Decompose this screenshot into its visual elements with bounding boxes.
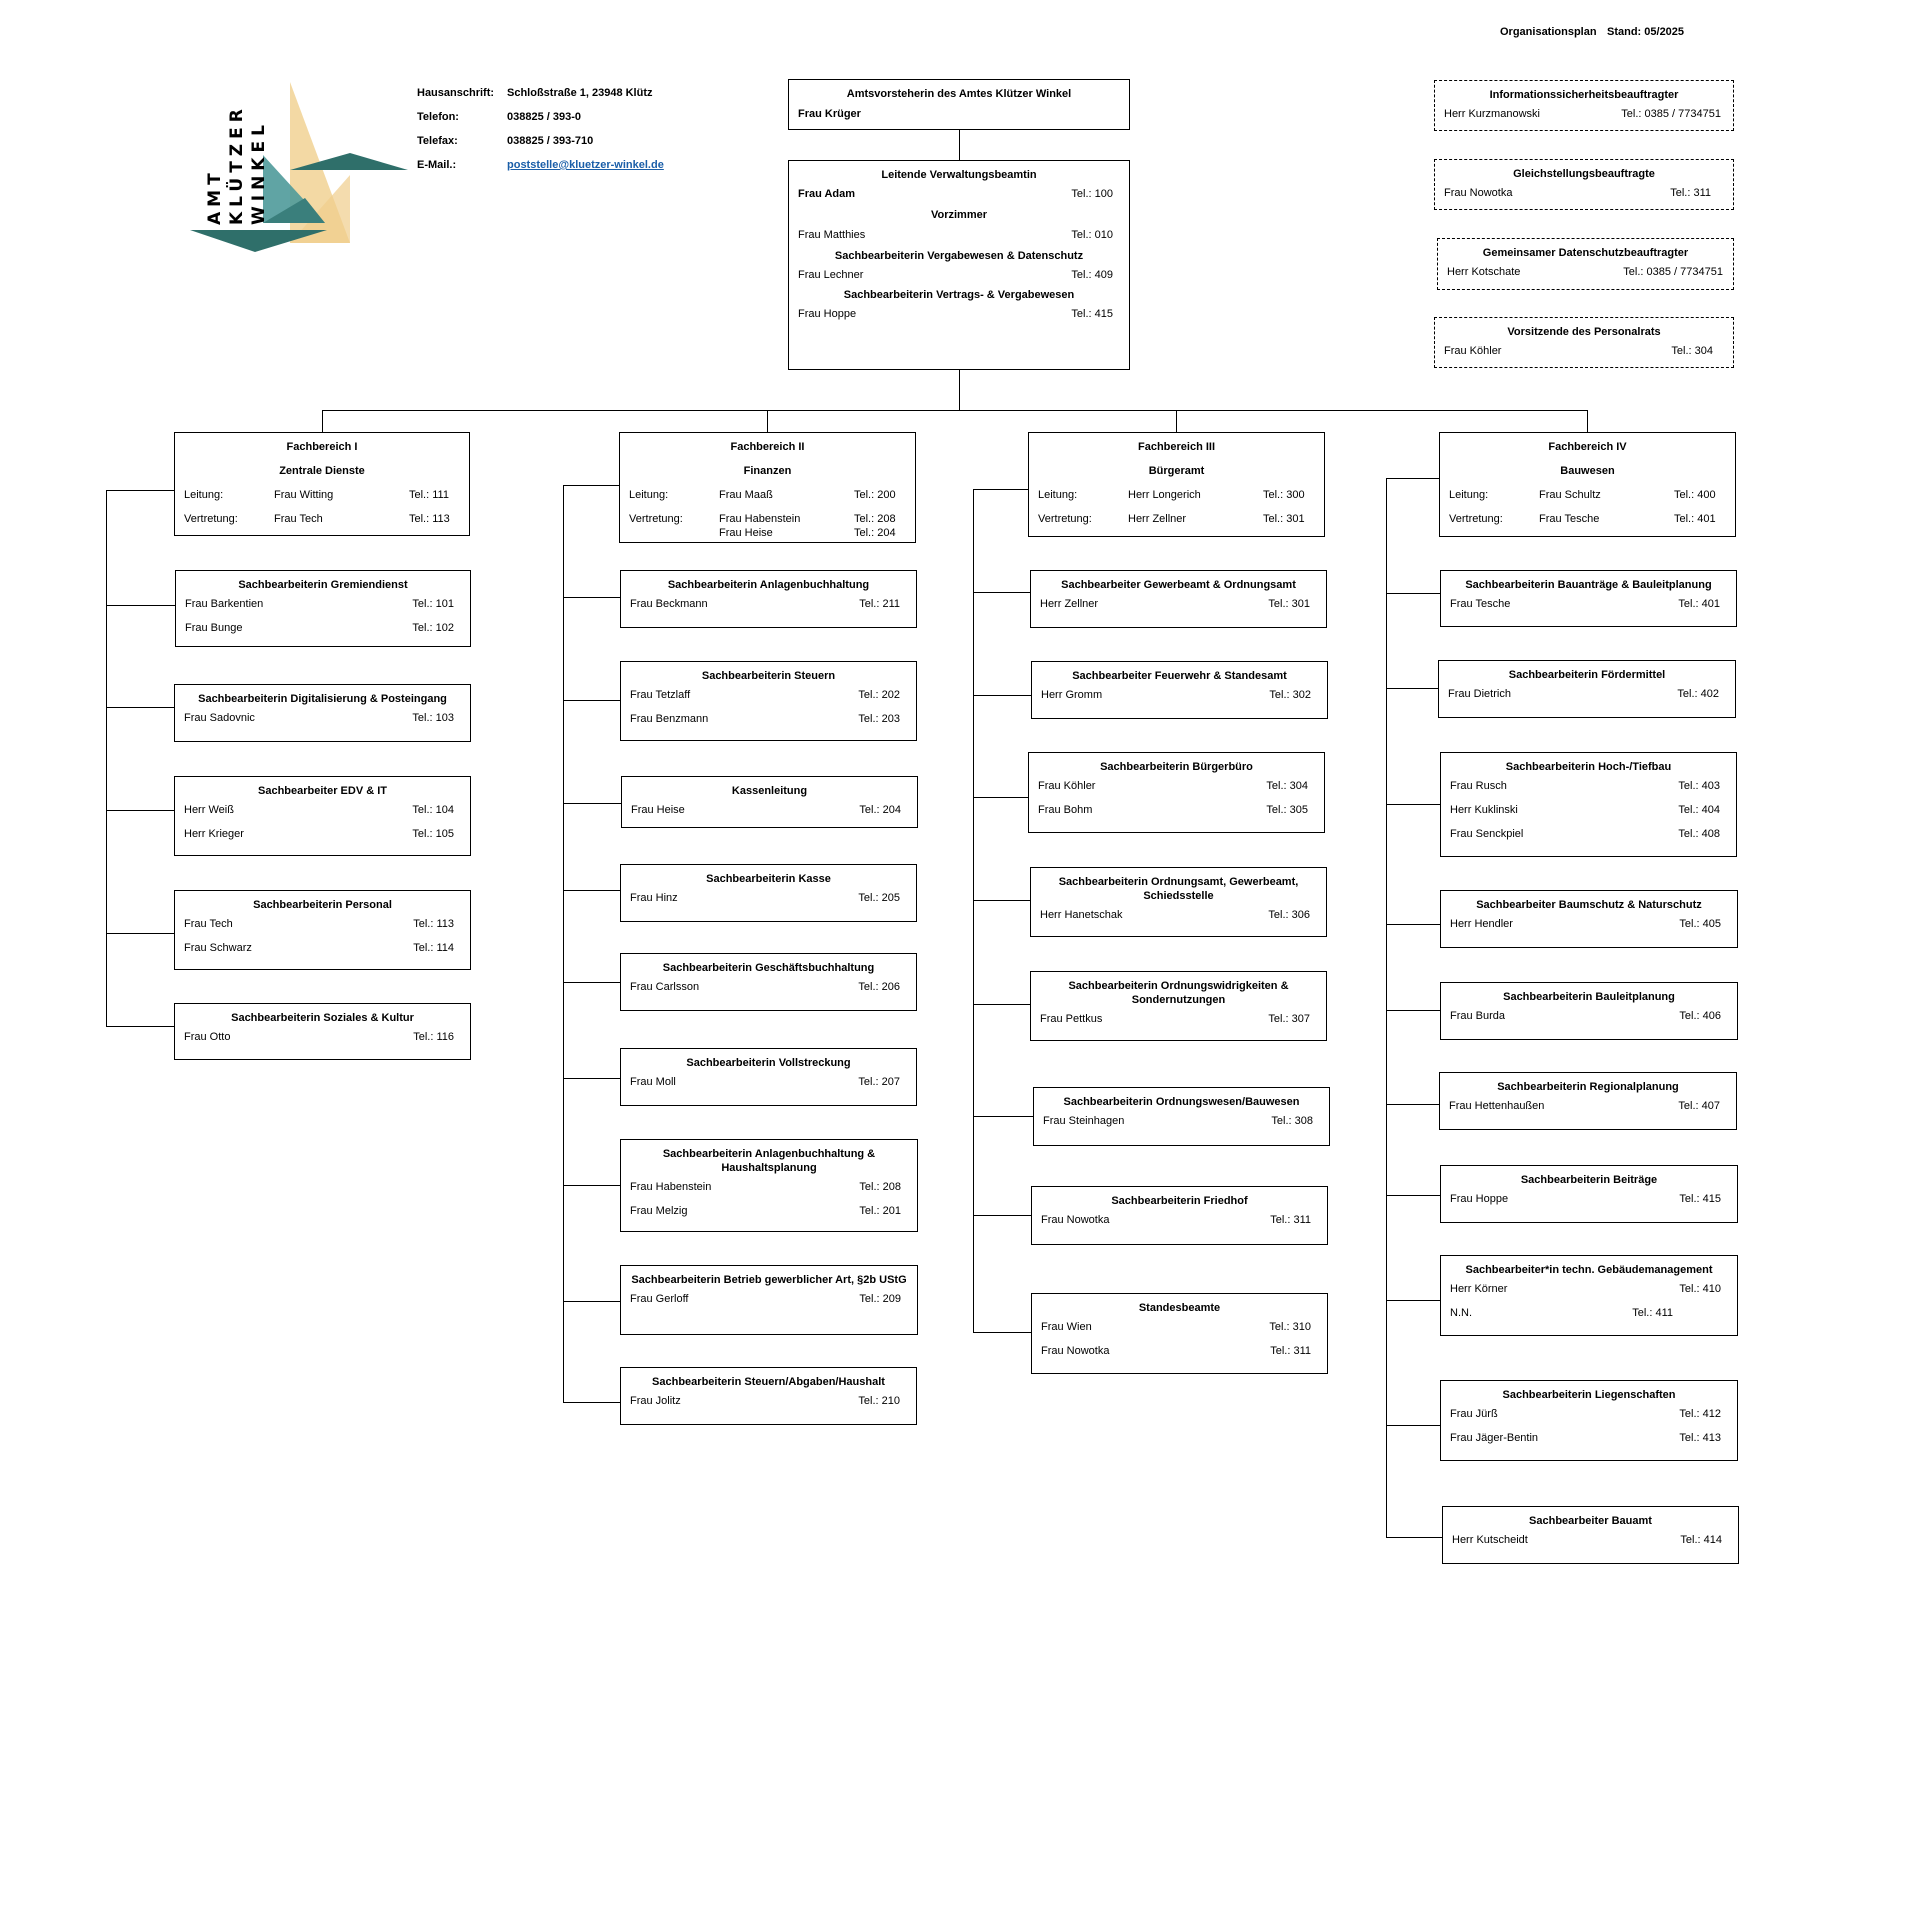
unit-title: Sachbearbeiterin Vollstreckung: [686, 1057, 851, 1069]
phone-number: Tel.: 113: [409, 513, 450, 525]
staff-unit-box: [1434, 317, 1734, 368]
phone-number: Tel.: 207: [858, 1076, 900, 1088]
leitung-label: Leitung:: [1449, 489, 1489, 501]
phone-number: Tel.: 415: [1679, 1193, 1721, 1205]
connector-line: [1587, 410, 1588, 432]
phone-number: Tel.: 102: [412, 622, 454, 634]
unit-box: [1031, 661, 1328, 719]
connector-line: [563, 597, 620, 598]
phone-number: Tel.: 104: [412, 804, 454, 816]
person-name: Frau Nowotka: [1444, 187, 1513, 199]
unit-box: [620, 1367, 917, 1425]
phone-number: Tel.: 412: [1679, 1408, 1721, 1420]
connector-line: [973, 489, 1028, 490]
unit-box: [1030, 971, 1327, 1041]
fachbereich-subtitle: Bürgeramt: [1148, 465, 1205, 477]
unit-title: Sachbearbeiter Bauamt: [1529, 1515, 1652, 1527]
person-name: Frau Lechner: [798, 269, 864, 281]
person-name: Frau Beckmann: [630, 598, 708, 610]
person-name: Frau Schwarz: [184, 942, 252, 954]
connector-line: [322, 410, 323, 432]
fachbereich-subtitle: Zentrale Dienste: [279, 465, 365, 477]
fax-label: Telefax:: [417, 135, 458, 147]
unit-box: [1031, 1293, 1328, 1374]
connector-line: [563, 1301, 620, 1302]
person-name: Frau Schultz: [1539, 489, 1601, 501]
phone-number: Tel.: 200: [854, 489, 896, 501]
unit-title: Sachbearbeiterin Kasse: [706, 873, 831, 885]
unit-box: [174, 776, 471, 856]
unit-box: [620, 953, 917, 1011]
unit-box: [1442, 1506, 1739, 1564]
person-name: Frau Hettenhaußen: [1449, 1100, 1545, 1112]
phone-number: Tel.: 403: [1678, 780, 1720, 792]
person-name: Frau Tech: [184, 918, 233, 930]
phone-number: Tel.: 404: [1678, 804, 1720, 816]
connector-line: [563, 485, 619, 486]
connector-line: [106, 490, 107, 1026]
connector-line: [1386, 478, 1387, 1537]
unit-title: Sachbearbeiterin Ordnungsamt, Gewerbeamt, Schiedsstelle: [1058, 876, 1299, 902]
amtsvorsteherin-box: [788, 79, 1130, 130]
person-name: Herr Gromm: [1041, 689, 1103, 701]
connector-line: [973, 900, 1030, 901]
person-name: Frau Carlsson: [630, 981, 700, 993]
unit-box: [1440, 1165, 1738, 1223]
unit-title: Sachbearbeiterin Liegenschaften: [1502, 1389, 1676, 1401]
unit-box: [1440, 570, 1737, 627]
phone-number: Tel.: 204: [859, 804, 901, 816]
unit-box: [1438, 660, 1736, 718]
connector-line: [1386, 593, 1440, 594]
person-name: Frau Steinhagen: [1043, 1115, 1125, 1127]
person-name: Frau Melzig: [630, 1205, 688, 1217]
fachbereich-title: Fachbereich II: [730, 441, 805, 453]
phone-number: Tel.: 410: [1679, 1283, 1721, 1295]
phone-number: Tel.: 103: [412, 712, 454, 724]
fachbereich-subtitle: Finanzen: [743, 465, 792, 477]
person-name: Frau Nowotka: [1041, 1214, 1110, 1226]
unit-box: [1028, 752, 1325, 833]
person-name: Herr Zellner: [1040, 598, 1099, 610]
unit-title: Sachbearbeiter*in techn. Gebäudemanagement: [1465, 1264, 1713, 1276]
person-name: Frau Jolitz: [630, 1395, 681, 1407]
logo-word-kluetzer: KLÜTZER: [227, 104, 247, 225]
fachbereich-title: Fachbereich I: [286, 441, 358, 453]
phone-number: Tel.: 105: [412, 828, 454, 840]
phone-label: Telefon:: [417, 111, 459, 123]
fachbereich-header: [619, 432, 916, 543]
unit-title: Sachbearbeiterin Friedhof: [1111, 1195, 1248, 1207]
phone-number: Tel.: 116: [413, 1031, 454, 1043]
amt-logo: [190, 80, 420, 255]
person-name: Frau Sadovnic: [184, 712, 255, 724]
unit-box: [1030, 867, 1327, 937]
connector-line: [1386, 478, 1439, 479]
unit-title: Sachbearbeiterin Ordnungswidrigkeiten & Sondernutzungen: [1068, 980, 1289, 1006]
connector-line: [973, 695, 1031, 696]
connector-line: [973, 1332, 1031, 1333]
person-name: Frau Witting: [274, 489, 334, 501]
person-name: Frau Dietrich: [1448, 688, 1511, 700]
staff-unit-title: Informationssicherheitsbeauftragter: [1489, 89, 1679, 101]
connector-line: [1386, 924, 1440, 925]
connector-line: [322, 410, 1587, 411]
phone-number: Tel.: 304: [1266, 780, 1308, 792]
connector-line: [1386, 1300, 1440, 1301]
connector-line: [563, 890, 620, 891]
unit-title: Sachbearbeiterin Hoch-/Tiefbau: [1505, 761, 1672, 773]
person-name: Frau Matthies: [798, 229, 866, 241]
unit-box: [1440, 890, 1738, 948]
connector-line: [563, 982, 620, 983]
unit-title: Sachbearbeiterin Geschäftsbuchhaltung: [662, 962, 875, 974]
verwaltungsleitung-box: [788, 160, 1130, 370]
unit-title: Sachbearbeiter Baumschutz & Naturschutz: [1476, 899, 1702, 911]
connector-line: [973, 489, 974, 1332]
person-name: Frau Jäger-Bentin: [1450, 1432, 1539, 1444]
connector-line: [563, 1402, 620, 1403]
unit-box: [620, 1139, 918, 1232]
person-name: Frau Adam: [798, 188, 856, 200]
person-name: Frau Heise: [719, 527, 773, 539]
unit-box: [1031, 1186, 1328, 1245]
unit-title: Sachbearbeiterin Steuern: [701, 670, 836, 682]
connector-line: [106, 605, 175, 606]
unit-title: Sachbearbeiterin Bauanträge & Bauleitplanung: [1465, 579, 1712, 591]
section-title: Vorzimmer: [930, 209, 988, 221]
connector-line: [563, 1185, 620, 1186]
unit-title: Standesbeamte: [1138, 1302, 1221, 1314]
leitung-label: Leitung:: [1038, 489, 1078, 501]
phone-number: Tel.: 206: [858, 981, 900, 993]
person-name: Frau Senckpiel: [1450, 828, 1524, 840]
staff-unit-title: Vorsitzende des Personalrats: [1507, 326, 1661, 338]
phone-number: Tel.: 311: [1670, 187, 1711, 199]
person-name: Frau Heise: [631, 804, 685, 816]
connector-line: [563, 485, 564, 1402]
fachbereich-header: [1028, 432, 1325, 537]
phone-number: Tel.: 409: [1071, 269, 1113, 281]
person-name: Herr Weiß: [184, 804, 234, 816]
unit-title: Sachbearbeiterin Fördermittel: [1508, 669, 1666, 681]
phone-number: Tel.: 408: [1678, 828, 1720, 840]
person-name: Frau Tetzlaff: [630, 689, 691, 701]
connector-line: [973, 1215, 1031, 1216]
phone-number: Tel.: 311: [1270, 1345, 1311, 1357]
vertretung-label: Vertretung:: [184, 513, 238, 525]
vertretung-label: Vertretung:: [1038, 513, 1092, 525]
unit-box: [620, 570, 917, 628]
connector-line: [1386, 1537, 1442, 1538]
leitung-label: Leitung:: [629, 489, 669, 501]
connector-line: [973, 592, 1030, 593]
unit-box: [174, 684, 471, 742]
person-name: Frau Köhler: [1038, 780, 1096, 792]
phone-number: Tel.: 401: [1678, 598, 1720, 610]
person-name: Herr Kotschate: [1447, 266, 1521, 278]
person-name: Herr Hendler: [1450, 918, 1513, 930]
connector-line: [106, 1026, 174, 1027]
phone-number: Tel.: 208: [854, 513, 896, 525]
phone-number: Tel.: 302: [1269, 689, 1311, 701]
phone-number: Tel.: 210: [858, 1395, 900, 1407]
person-name: Frau Hoppe: [798, 308, 857, 320]
person-name: Herr Zellner: [1128, 513, 1187, 525]
person-name: Herr Kurzmanowski: [1444, 108, 1540, 120]
phone-number: Tel.: 010: [1071, 229, 1113, 241]
phone-number: Tel.: 402: [1677, 688, 1719, 700]
phone-number: Tel.: 211: [859, 598, 900, 610]
phone-number: Tel.: 202: [858, 689, 900, 701]
person-name: Frau Rusch: [1450, 780, 1507, 792]
person-name: Frau Tesche: [1450, 598, 1511, 610]
person-name: N.N.: [1450, 1307, 1472, 1319]
person-name: Frau Bunge: [185, 622, 243, 634]
phone-number: Tel.: 400: [1674, 489, 1716, 501]
person-name: Herr Kutscheidt: [1452, 1534, 1528, 1546]
unit-title: Sachbearbeiterin Anlagenbuchhaltung & Haushaltsplanung: [662, 1148, 876, 1174]
person-name: Frau Burda: [1450, 1010, 1506, 1022]
person-name: Herr Longerich: [1128, 489, 1201, 501]
unit-title: Sachbearbeiterin Anlagenbuchhaltung: [667, 579, 870, 591]
phone-number: Tel.: 209: [859, 1293, 901, 1305]
phone-number: Tel.: 307: [1268, 1013, 1310, 1025]
connector-line: [973, 797, 1028, 798]
unit-title: Sachbearbeiterin Bürgerbüro: [1100, 761, 1253, 773]
person-name: Herr Kuklinski: [1450, 804, 1518, 816]
unit-title: Sachbearbeiterin Bauleitplanung: [1503, 991, 1675, 1003]
logo-word-amt: AMT: [205, 168, 225, 225]
person-name: Herr Krieger: [184, 828, 244, 840]
unit-box: [1440, 1255, 1738, 1336]
person-name: Frau Moll: [630, 1076, 676, 1088]
person-name: Frau Otto: [184, 1031, 231, 1043]
connector-line: [1386, 1010, 1440, 1011]
unit-box: [621, 776, 918, 828]
phone-number: Tel.: 0385 / 7734751: [1623, 266, 1723, 278]
chart-stand-date: Stand: 05/2025: [1607, 26, 1685, 38]
phone-number: Tel.: 413: [1679, 1432, 1721, 1444]
phone-number: Tel.: 100: [1071, 188, 1113, 200]
person-name: Frau Hinz: [630, 892, 678, 904]
person-name: Frau Jürß: [1450, 1408, 1498, 1420]
phone-number: Tel.: 308: [1271, 1115, 1313, 1127]
unit-title: Sachbearbeiterin Personal: [253, 899, 392, 911]
vertretung-label: Vertretung:: [1449, 513, 1503, 525]
phone-number: Tel.: 301: [1268, 598, 1310, 610]
staff-unit-title: Gemeinsamer Datenschutzbeauftragter: [1482, 247, 1689, 259]
person-name: Frau Tech: [274, 513, 323, 525]
email-label: E-Mail.:: [417, 159, 457, 171]
person-name: Frau Barkentien: [185, 598, 264, 610]
person-name: Frau Tesche: [1539, 513, 1600, 525]
unit-box: [1440, 982, 1738, 1040]
unit-title: Sachbearbeiterin Soziales & Kultur: [231, 1012, 414, 1024]
phone-number: Tel.: 311: [1270, 1214, 1311, 1226]
unit-box: [620, 1048, 917, 1106]
phone-number: Tel.: 205: [858, 892, 900, 904]
phone-number: Tel.: 304: [1671, 345, 1713, 357]
phone-number: Tel.: 405: [1679, 918, 1721, 930]
unit-title: Sachbearbeiterin Steuern/Abgaben/Haushalt: [652, 1376, 885, 1388]
unit-title: Sachbearbeiterin Gremiendienst: [238, 579, 408, 591]
person-name: Frau Habenstein: [719, 513, 801, 525]
phone-number: Tel.: 101: [412, 598, 454, 610]
connector-line: [959, 370, 960, 410]
connector-line: [1386, 688, 1438, 689]
phone-number: Tel.: 111: [409, 489, 449, 501]
address-value: Schloßstraße 1, 23948 Klütz: [507, 87, 653, 99]
unit-box: [620, 661, 917, 741]
person-name: Herr Hanetschak: [1040, 909, 1123, 921]
section-title: Sachbearbeiterin Vergabewesen & Datenschutz: [834, 250, 1084, 262]
connector-line: [106, 810, 174, 811]
fachbereich-header: [174, 432, 470, 536]
unit-title: Sachbearbeiterin Betrieb gewerblicher Art, §2b UStG: [631, 1274, 907, 1286]
fachbereich-header: [1439, 432, 1736, 537]
unit-box: [1033, 1087, 1330, 1146]
person-name: Frau Gerloff: [630, 1293, 689, 1305]
connector-line: [563, 1078, 620, 1079]
unit-box: [175, 570, 471, 647]
phone-number: Tel.: 300: [1263, 489, 1305, 501]
leitung-label: Leitung:: [184, 489, 224, 501]
person-name: Frau Habenstein: [630, 1181, 712, 1193]
vertretung-label: Vertretung:: [629, 513, 683, 525]
connector-line: [106, 490, 174, 491]
person-name: Frau Pettkus: [1040, 1013, 1103, 1025]
connector-line: [106, 933, 174, 934]
amtsvorsteherin-title: Amtsvorsteherin des Amtes Klützer Winkel: [846, 88, 1072, 100]
staff-unit-box: [1434, 159, 1734, 210]
phone-number: Tel.: 301: [1263, 513, 1305, 525]
unit-title: Sachbearbeiterin Ordnungswesen/Bauwesen: [1063, 1096, 1300, 1108]
staff-unit-box: [1437, 238, 1734, 290]
fachbereich-title: Fachbereich IV: [1548, 441, 1627, 453]
unit-box: [1439, 1072, 1737, 1130]
phone-number: Tel.: 306: [1268, 909, 1310, 921]
phone-number: Tel.: 414: [1680, 1534, 1722, 1546]
person-name: Frau Hoppe: [1450, 1193, 1509, 1205]
logo-word-winkel: WINKEL: [249, 120, 269, 225]
connector-line: [1386, 804, 1440, 805]
unit-box: [620, 864, 917, 922]
connector-line: [1386, 1195, 1440, 1196]
connector-line: [973, 1004, 1030, 1005]
address-label: Hausanschrift:: [417, 87, 495, 99]
person-name: Frau Köhler: [1444, 345, 1502, 357]
connector-line: [973, 1116, 1033, 1117]
unit-title: Sachbearbeiterin Regionalplanung: [1497, 1081, 1679, 1093]
phone-number: Tel.: 0385 / 7734751: [1621, 108, 1721, 120]
unit-box: [1030, 570, 1327, 628]
fachbereich-title: Fachbereich III: [1137, 441, 1216, 453]
email-link[interactable]: poststelle@kluetzer-winkel.de: [507, 159, 664, 171]
connector-line: [1386, 1104, 1439, 1105]
connector-line: [1386, 1425, 1440, 1426]
unit-box: [174, 890, 471, 970]
connector-line: [1176, 410, 1177, 432]
phone-number: Tel.: 208: [859, 1181, 901, 1193]
chart-title: Organisationsplan: [1500, 26, 1597, 38]
phone-value: 038825 / 393-0: [507, 111, 582, 123]
phone-number: Tel.: 310: [1269, 1321, 1311, 1333]
unit-title: Sachbearbeiter Feuerwehr & Standesamt: [1072, 670, 1287, 682]
phone-number: Tel.: 407: [1678, 1100, 1720, 1112]
person-name: Frau Bohm: [1038, 804, 1093, 816]
person-name: Frau Nowotka: [1041, 1345, 1110, 1357]
connector-line: [767, 410, 768, 432]
person-name: Frau Wien: [1041, 1321, 1092, 1333]
connector-line: [563, 700, 620, 701]
phone-number: Tel.: 411: [1632, 1307, 1673, 1319]
phone-number: Tel.: 204: [854, 527, 896, 539]
unit-title: Sachbearbeiter EDV & IT: [258, 785, 387, 797]
phone-number: Tel.: 203: [858, 713, 900, 725]
section-title: Leitende Verwaltungsbeamtin: [881, 169, 1037, 181]
person-name: Frau Maaß: [719, 489, 773, 501]
phone-number: Tel.: 305: [1266, 804, 1308, 816]
amtsvorsteherin-name: Frau Krüger: [798, 108, 861, 120]
unit-title: Kassenleitung: [731, 785, 808, 797]
connector-line: [106, 707, 174, 708]
unit-title: Sachbearbeiterin Beiträge: [1520, 1174, 1658, 1186]
phone-number: Tel.: 114: [413, 942, 454, 954]
connector-line: [563, 803, 621, 804]
connector-line: [959, 130, 960, 160]
section-title: Sachbearbeiterin Vertrags- & Vergabewesen: [843, 289, 1075, 301]
phone-number: Tel.: 415: [1071, 308, 1113, 320]
phone-number: Tel.: 113: [413, 918, 454, 930]
unit-box: [1440, 1380, 1738, 1461]
staff-unit-title: Gleichstellungsbeauftragte: [1513, 168, 1655, 180]
unit-box: [174, 1003, 471, 1060]
unit-title: Sachbearbeiterin Digitalisierung & Posteingang: [198, 693, 447, 705]
unit-box: [620, 1265, 918, 1335]
unit-box: [1440, 752, 1737, 857]
person-name: Frau Benzmann: [630, 713, 709, 725]
phone-number: Tel.: 406: [1679, 1010, 1721, 1022]
fax-value: 038825 / 393-710: [507, 135, 594, 147]
fachbereich-subtitle: Bauwesen: [1560, 465, 1615, 477]
person-name: Herr Körner: [1450, 1283, 1508, 1295]
phone-number: Tel.: 201: [859, 1205, 901, 1217]
unit-title: Sachbearbeiter Gewerbeamt & Ordnungsamt: [1061, 579, 1296, 591]
staff-unit-box: [1434, 80, 1734, 131]
phone-number: Tel.: 401: [1674, 513, 1716, 525]
